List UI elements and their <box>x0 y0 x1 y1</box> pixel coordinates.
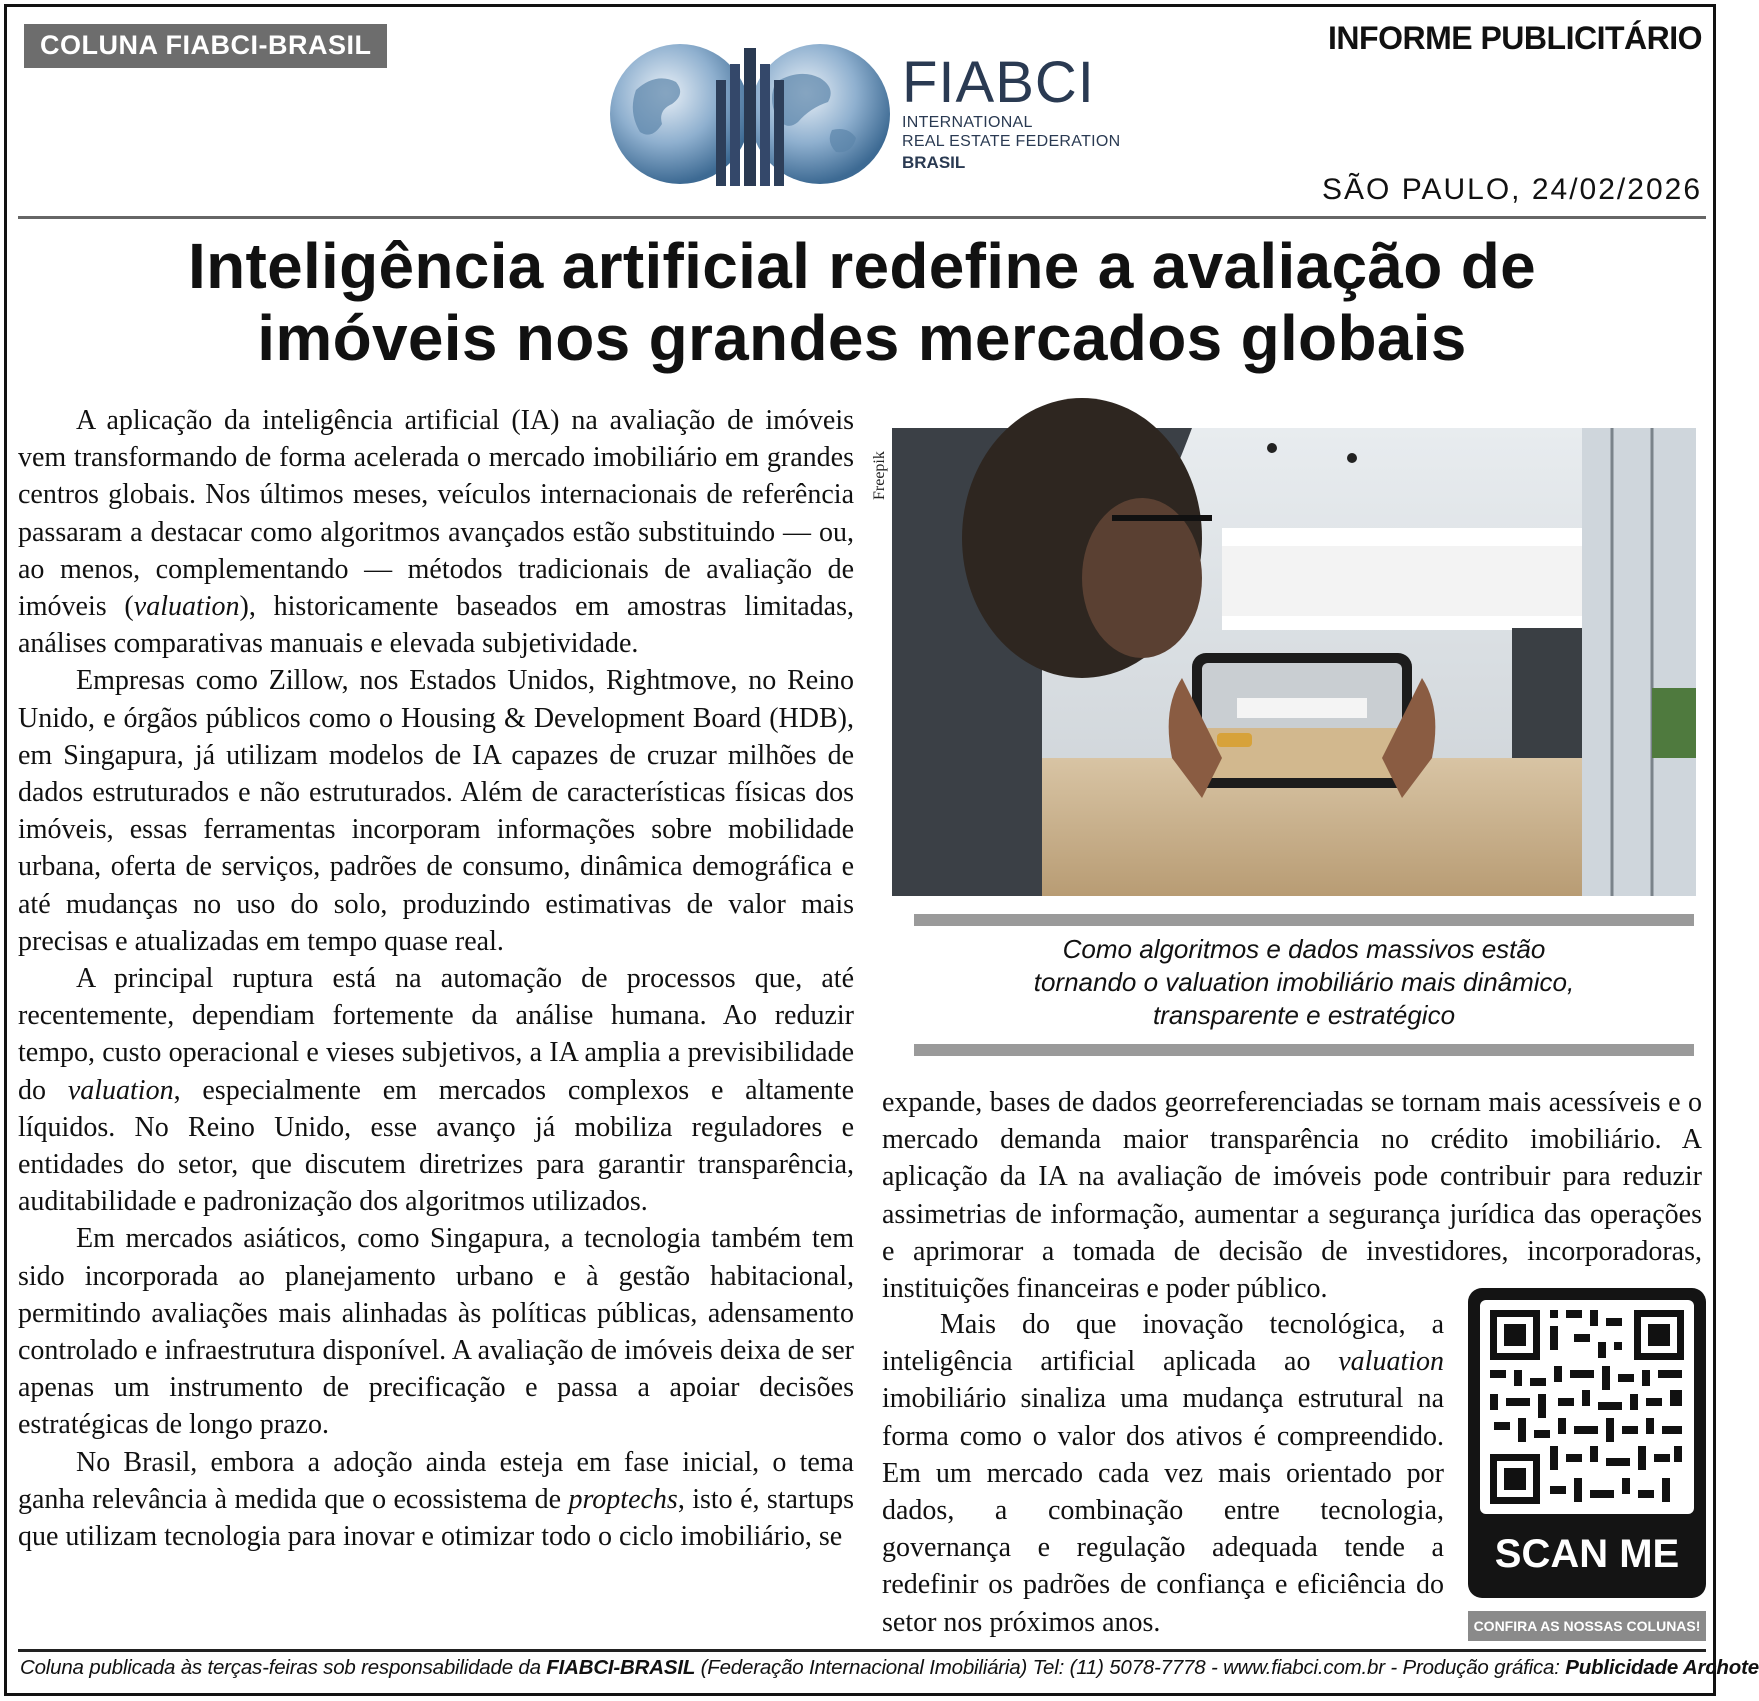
globe-logo-icon <box>606 40 896 188</box>
paragraph-5-text-b: , isto é, startups que utilizam tecnologia para inovar e otimizar todo o ciclo imobiliário, se <box>18 1483 854 1553</box>
header-divider <box>18 216 1706 219</box>
qr-code-icon <box>1480 1300 1694 1514</box>
paragraph-4: Em mercados asiáticos, como Singapura, a tecnologia também tem sido incorporada ao planejamento urbano e à gestão habitacional, permitindo avaliações mais alinhadas às políticas públicas, adensamento controlado e infraestrutura disponível. A avaliação de imóveis deixa de ser apenas um instrumento de precificação e passa a apoiar decisões estratégicas de longo prazo. <box>18 1223 854 1441</box>
paragraph-5-text-a: No Brasil, embora a adoção ainda esteja em fase inicial, o tema ganha relevância à medida que o ecossistema de <box>18 1446 854 1515</box>
photo-caption <box>914 933 1694 1032</box>
paragraph-3 <box>18 960 854 1220</box>
photo-credit-text: Freepik <box>871 451 888 500</box>
footer <box>20 1656 1759 1680</box>
fiabci-logo <box>606 40 1126 188</box>
headline-line2: imóveis nos grandes mercados globais <box>257 302 1467 374</box>
article-column-left <box>18 402 854 1555</box>
paragraph-3-text-a: A principal ruptura está na automação de processos que, até recentemente, dependiam fortemente da análise humana. Ao reduzir tempo, custo operacional e vieses subjetivos, a IA amplia a previsibilidade do <box>18 963 854 1106</box>
footer-divider <box>18 1649 1706 1652</box>
confira-banner[interactable]: CONFIRA AS NOSSAS COLUNAS! <box>1468 1611 1706 1641</box>
paragraph-6-text-a: Mais do que inovação tecnológica, a inteligência artificial aplicada ao <box>882 1309 1444 1378</box>
paragraph-1 <box>18 402 854 662</box>
paragraph-5 <box>18 1444 854 1556</box>
paragraph-5-continued: expande, bases de dados georreferenciadas se tornam mais acessíveis e o mercado demanda maior transparência no crédito imobiliário. A aplicação da IA na avaliação de imóveis pode contribuir para reduzir assimetrias de informação, aumentar a segurança jurídica das operações e aprimorar a tomada de decisão de investidores, incorporadoras, instituições financeiras e poder público. <box>882 1087 1702 1305</box>
paragraph-1-text-b: ), historicamente baseados em amostras limitadas, análises comparativas manuais e elevada subjetividade. <box>18 591 854 660</box>
headline <box>20 230 1704 374</box>
caption-top-bar <box>914 914 1694 926</box>
headline-line1: Inteligência artificial redefine a avaliação de <box>187 230 1536 302</box>
dateline: SÃO PAULO, 24/02/2026 <box>1322 173 1702 206</box>
article-photo <box>892 428 1696 896</box>
article-column-right-bottom <box>882 1306 1444 1641</box>
qr-code-card[interactable] <box>1468 1288 1706 1598</box>
paragraph-5-emphasis: proptechs <box>568 1483 678 1515</box>
caption-line2: tornando o valuation imobiliário mais dinâmico, <box>1033 967 1575 997</box>
paragraph-2: Empresas como Zillow, nos Estados Unidos, Rightmove, no Reino Unido, e órgãos públicos como o Housing & Development Board (HDB), em Singapura, já utilizam modelos de IA capazes de cruzar milhões de dados estruturados e não estruturados. Além de características físicas dos imóveis, essas ferramentas incorporam informações sobre mobilidade urbana, oferta de serviços, padrões de consumo, dinâmica demográfica e até mudanças no uso do solo, produzindo estimativas de valor mais precisas e atualizadas em tempo quase real. <box>18 665 854 957</box>
footer-org: FIABCI-BRASIL <box>546 1656 696 1679</box>
paragraph-3-emphasis: valuation <box>67 1074 174 1106</box>
scan-me-label: SCAN ME <box>1494 1532 1680 1576</box>
logo-name: FIABCI <box>902 50 1095 115</box>
caption-line1: Como algoritmos e dados massivos estão <box>1062 934 1546 964</box>
caption-bottom-bar <box>914 1044 1694 1056</box>
paragraph-6-emphasis: valuation <box>1338 1346 1444 1378</box>
footer-text-1: Coluna publicada às terças-feiras sob responsabilidade da <box>20 1656 547 1679</box>
paragraph-3-text-b: , especialmente em mercados complexos e altamente líquidos. No Reino Unido, esse avanço já mobiliza reguladores e entidades do setor, que discutem diretrizes para garantir transparência, auditabilidade e padronização dos algoritmos utilizados. <box>18 1074 855 1218</box>
article-column-right-top <box>882 1084 1702 1307</box>
paragraph-6-text-b: imobiliário sinaliza uma mudança estrutural na forma como o valor dos ativos é compreendido. Em um mercado cada vez mais orientado por dados, a combinação entre tecnologia, governança e regulação adequada tende a redefinir os padrões de confiança e eficiência do setor nos próximos anos. <box>882 1383 1444 1638</box>
paragraph-1-emphasis: valuation <box>133 591 240 623</box>
qr-code[interactable] <box>1480 1300 1694 1514</box>
logo-line2: REAL ESTATE FEDERATION <box>902 133 1121 150</box>
logo-country: BRASIL <box>902 153 966 172</box>
footer-text-2: (Federação Internacional Imobiliária) Tel: (11) 5078-7778 - www.fiabci.com.br - Produção gráfica: <box>695 1656 1566 1679</box>
photo-illustration <box>892 428 1696 896</box>
paragraph-6 <box>882 1306 1444 1641</box>
column-label: COLUNA FIABCI-BRASIL <box>24 24 387 68</box>
footer-producer: Publicidade Archote <box>1565 1656 1759 1679</box>
informe-publicitario: INFORME PUBLICITÁRIO <box>1328 20 1702 56</box>
caption-line3: transparente e estratégico <box>1152 1000 1456 1030</box>
photo-credit <box>864 428 892 508</box>
logo-line1: INTERNATIONAL <box>902 114 1033 131</box>
paragraph-1-text-a: A aplicação da inteligência artificial (IA) na avaliação de imóveis vem transformando de forma acelerada o mercado imobiliário em grandes centros globais. Nos últimos meses, veículos internacionais de referência passaram a destacar como algoritmos avançados estão substituindo — ou, ao menos, complementando — métodos tradicionais de avaliação de imóveis ( <box>18 405 854 623</box>
